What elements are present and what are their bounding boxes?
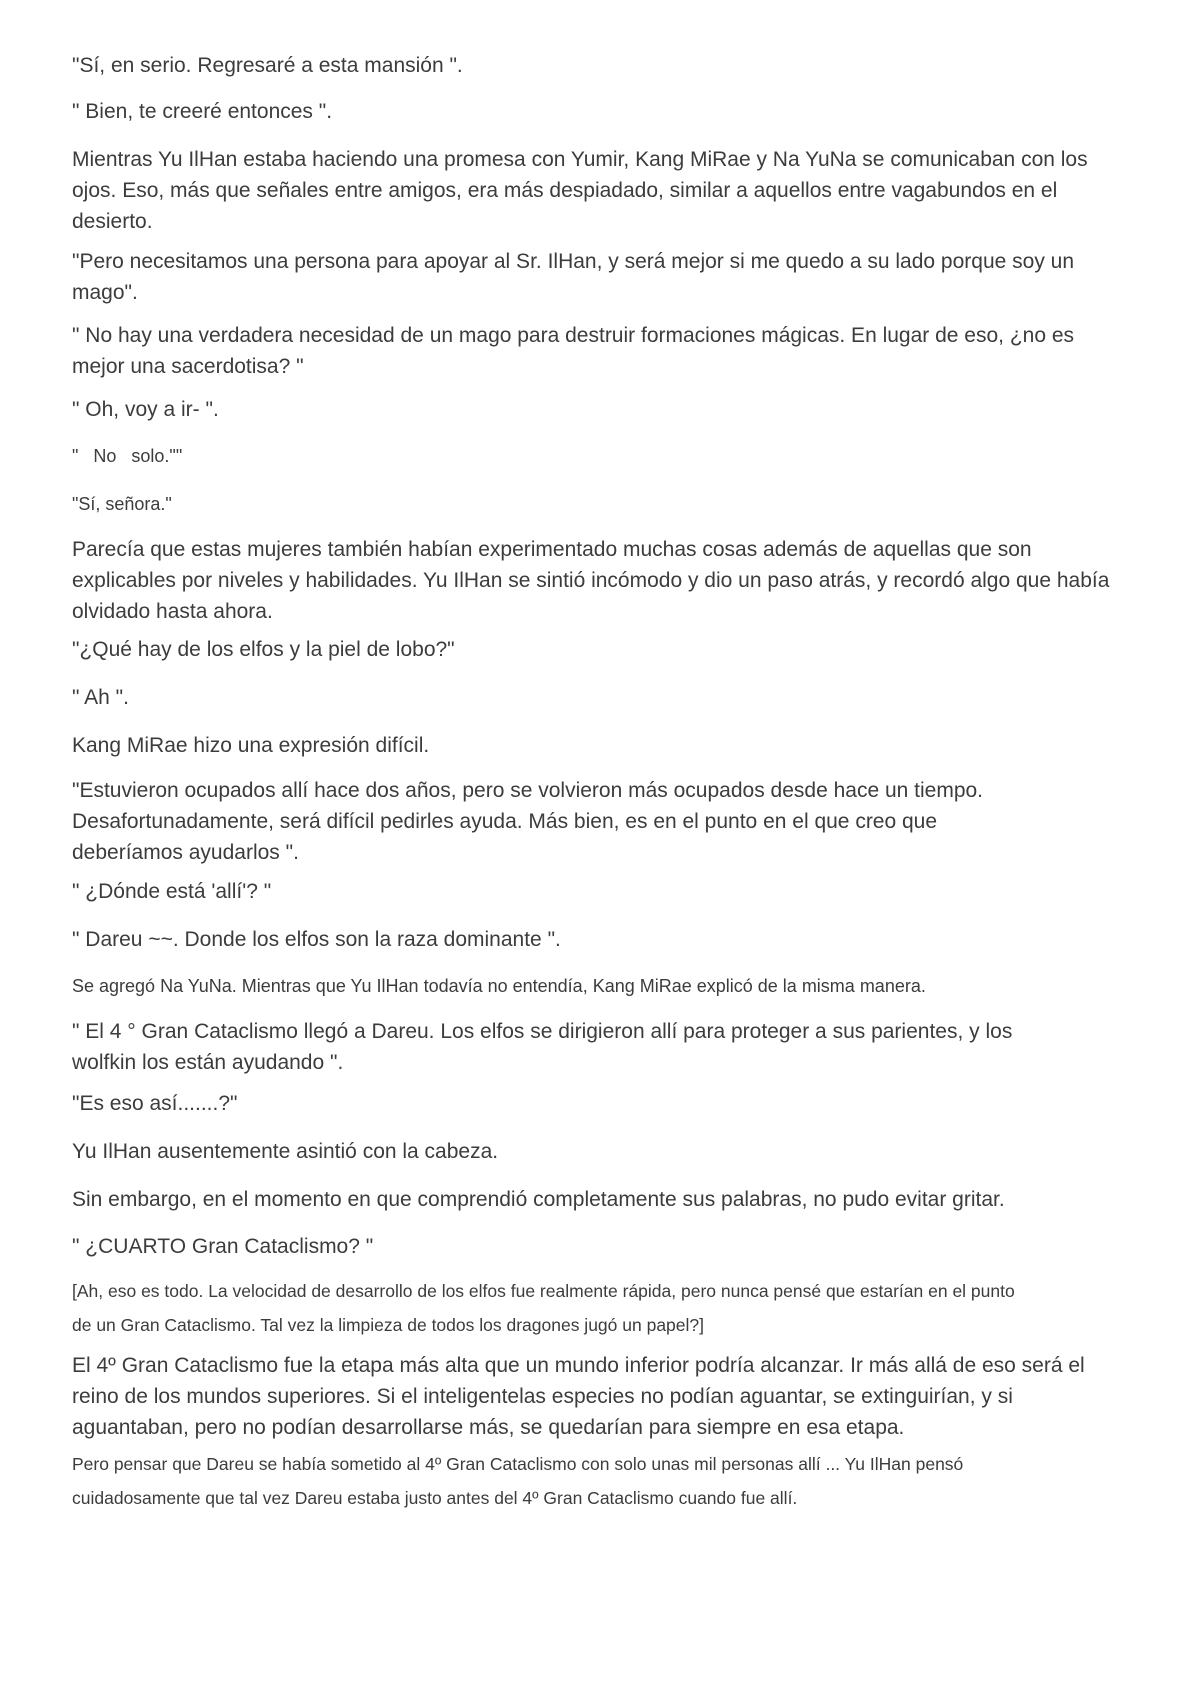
paragraph-3: Mientras Yu IlHan estaba haciendo una promesa con Yumir, Kang MiRae y Na YuNa se comunicaban con los ojos. Eso, más que señales entre amigos, era más despiadado, similar a aquellos entre vagabundos en el desierto.: [72, 148, 1094, 233]
paragraph-5: " No hay una verdadera necesidad de un mago para destruir formaciones mágicas. En lugar de eso, ¿no es mejor una sacerdotisa? ": [72, 324, 1080, 378]
paragraph-16: Se agregó Na YuNa. Mientras que Yu IlHan todavía no entendía, Kang MiRae explicó de la misma manera.: [72, 976, 926, 996]
paragraph-18: "Es eso así.......?": [72, 1092, 238, 1115]
paragraph-23: El 4º Gran Cataclismo fue la etapa más alta que un mundo inferior podría alcanzar. Ir más allá de eso será el reino de los mundos superiores. Si el inteligentelas especies no podían aguantar, se extinguirían, y si aguantaban, pero no podían desarrollarse más, se quedarían para siempre en esa etapa.: [72, 1354, 1091, 1439]
paragraph-15: " Dareu ~~. Donde los elfos son la raza dominante ".: [72, 928, 561, 951]
paragraph-20: Sin embargo, en el momento en que comprendió completamente sus palabras, no pudo evitar gritar.: [72, 1188, 1005, 1211]
paragraph-9: Parecía que estas mujeres también habían experimentado muchas cosas además de aquellas que son explicables por niveles y habilidades. Yu IlHan se sintió incómodo y dio un paso atrás, y recordó algo que había olvidado hasta ahora.: [72, 538, 1116, 623]
paragraph-12: Kang MiRae hizo una expresión difícil.: [72, 734, 430, 757]
paragraph-4: "Pero necesitamos una persona para apoyar al Sr. IlHan, y será mejor si me quedo a su lado porque soy un mago".: [72, 250, 1080, 304]
paragraph-10: "¿Qué hay de los elfos y la piel de lobo?": [72, 638, 455, 661]
paragraph-1: "Sí, en serio. Regresaré a esta mansión ".: [72, 54, 463, 77]
paragraph-11: " Ah ".: [72, 686, 129, 709]
paragraph-22: [Ah, eso es todo. La velocidad de desarrollo de los elfos fue realmente rápida, pero nunca pensé que estarían en el punto de un Gran Cataclismo. Tal vez la limpieza de todos los dragones jugó un papel?]: [72, 1281, 1020, 1335]
paragraph-24: Pero pensar que Dareu se había sometido al 4º Gran Cataclismo con solo unas mil personas allí ... Yu IlHan pensó cuidadosamente que tal vez Dareu estaba justo antes del 4º Gran Cataclismo cuando fue allí.: [72, 1454, 969, 1508]
paragraph-6: " Oh, voy a ir- ".: [72, 398, 219, 421]
paragraph-17: " El 4 ° Gran Cataclismo llegó a Dareu. Los elfos se dirigieron allí para proteger a sus parientes, y los wolfkin los están ayudando ".: [72, 1020, 1019, 1074]
paragraph-19: Yu IlHan ausentemente asintió con la cabeza.: [72, 1140, 499, 1163]
paragraph-7: " No solo."": [72, 446, 183, 466]
paragraph-8: "Sí, señora.": [72, 494, 172, 514]
paragraph-14: " ¿Dónde está 'allí'? ": [72, 880, 272, 903]
paragraph-13: "Estuvieron ocupados allí hace dos años, pero se volvieron más ocupados desde hace un tiempo. Desafortunadamente, será difícil pedirles ayuda. Más bien, es en el punto en el que creo que deberíamos ayudarlos ".: [72, 779, 989, 864]
paragraph-21: " ¿CUARTO Gran Cataclismo? ": [72, 1235, 374, 1258]
paragraph-2: " Bien, te creeré entonces ".: [72, 100, 333, 123]
